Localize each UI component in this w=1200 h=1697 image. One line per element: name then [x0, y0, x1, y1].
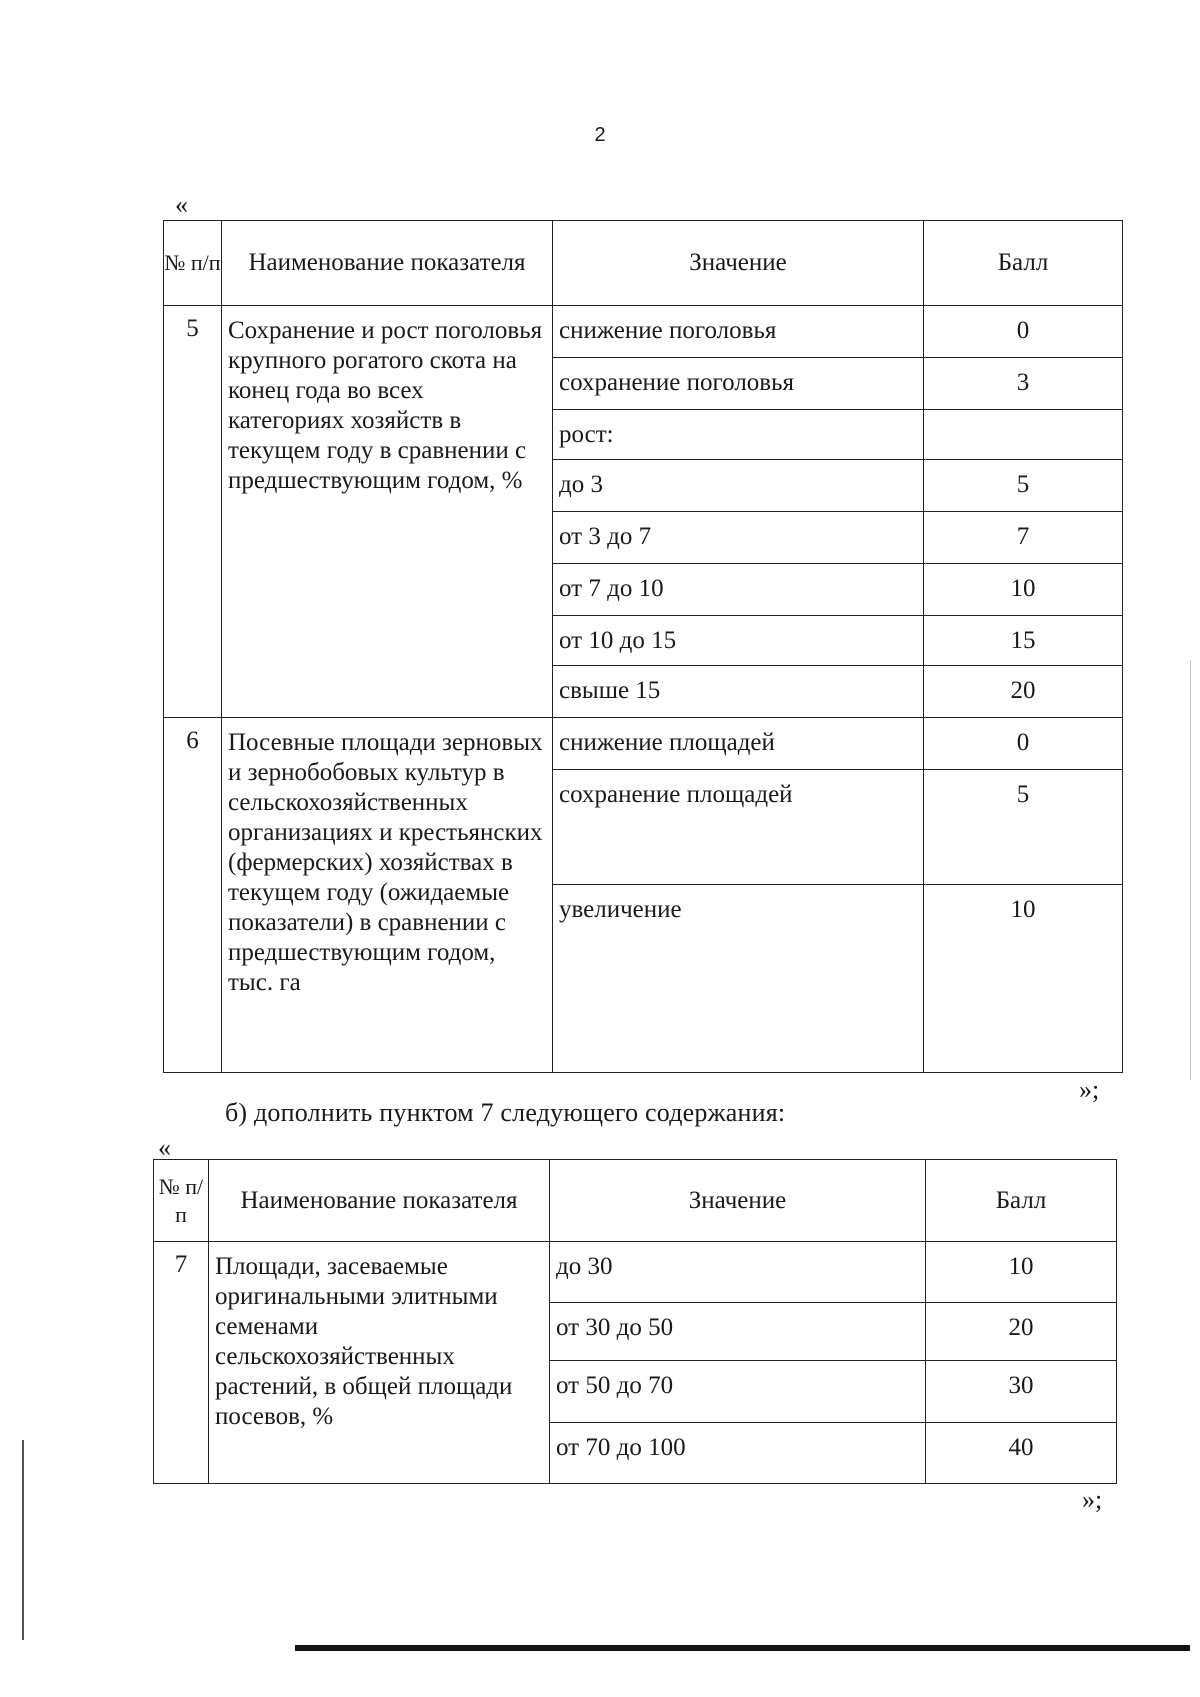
points-cell: 10 [924, 885, 1123, 1073]
indicator-name: Площади, засеваемые оригинальными элитными семенами сельскохозяйственных растений, в общей площади посевов, % [209, 1242, 550, 1484]
points-cell [924, 410, 1123, 460]
table-row [164, 306, 1123, 358]
header-value: Значение [550, 1160, 926, 1242]
header-num: № п/п [164, 221, 222, 306]
value-cell: от 70 до 100 [550, 1423, 926, 1484]
indicator-name: Сохранение и рост поголовья крупного рогатого скота на конец года во всех категориях хозяйств в текущем году в сравнении с предшествующим годом, % [222, 306, 553, 718]
item-number: 5 [164, 306, 222, 718]
closing-quote: »; [1082, 1485, 1103, 1514]
indicator-table-item7 [153, 1159, 1117, 1484]
item-number: 7 [154, 1242, 209, 1484]
table-row [164, 718, 1123, 770]
header-points: Балл [924, 221, 1123, 306]
points-cell: 5 [924, 460, 1123, 512]
indicator-table-main [163, 220, 1123, 1073]
value-cell: от 7 до 10 [553, 564, 924, 616]
header-points: Балл [926, 1160, 1117, 1242]
indicator-name: Посевные площади зерновых и зернобобовых культур в сельскохозяйственных организациях и крестьянских (фермерских) хозяйствах в текущем году (ожидаемые показатели) в сравнении с предшествующим годом, тыс. га [222, 718, 553, 1073]
points-cell: 10 [926, 1242, 1117, 1303]
value-cell: до 3 [553, 460, 924, 512]
points-cell: 20 [926, 1303, 1117, 1361]
points-cell: 30 [926, 1361, 1117, 1423]
points-cell: 15 [924, 616, 1123, 666]
scan-edge-mark [1190, 660, 1191, 1080]
opening-quote: « [158, 1133, 171, 1162]
value-cell: от 10 до 15 [553, 616, 924, 666]
header-name: Наименование показателя [209, 1160, 550, 1242]
value-cell: снижение площадей [553, 718, 924, 770]
points-cell: 5 [924, 770, 1123, 885]
value-cell: от 30 до 50 [550, 1303, 926, 1361]
value-cell: сохранение поголовья [553, 358, 924, 410]
header-name: Наименование показателя [222, 221, 553, 306]
header-value: Значение [553, 221, 924, 306]
value-cell: рост: [553, 410, 924, 460]
amendment-text: б) дополнить пунктом 7 следующего содержания: [225, 1098, 786, 1127]
bottom-scan-bar [295, 1645, 1190, 1651]
item-number: 6 [164, 718, 222, 1073]
table-row [154, 1242, 1117, 1303]
value-cell: сохранение площадей [553, 770, 924, 885]
points-cell: 0 [924, 306, 1123, 358]
points-cell: 0 [924, 718, 1123, 770]
table-header-row [154, 1160, 1117, 1242]
points-cell: 10 [924, 564, 1123, 616]
value-cell: от 50 до 70 [550, 1361, 926, 1423]
scan-edge-mark [22, 1440, 24, 1640]
page-number: 2 [594, 124, 606, 146]
value-cell: от 3 до 7 [553, 512, 924, 564]
points-cell: 20 [924, 666, 1123, 718]
opening-quote: « [175, 190, 188, 219]
value-cell: снижение поголовья [553, 306, 924, 358]
points-cell: 40 [926, 1423, 1117, 1484]
value-cell: увеличение [553, 885, 924, 1073]
value-cell: свыше 15 [553, 666, 924, 718]
header-num: № п/п [154, 1160, 209, 1242]
closing-quote: »; [1079, 1075, 1100, 1104]
points-cell: 3 [924, 358, 1123, 410]
table-header-row [164, 221, 1123, 306]
points-cell: 7 [924, 512, 1123, 564]
value-cell: до 30 [550, 1242, 926, 1303]
